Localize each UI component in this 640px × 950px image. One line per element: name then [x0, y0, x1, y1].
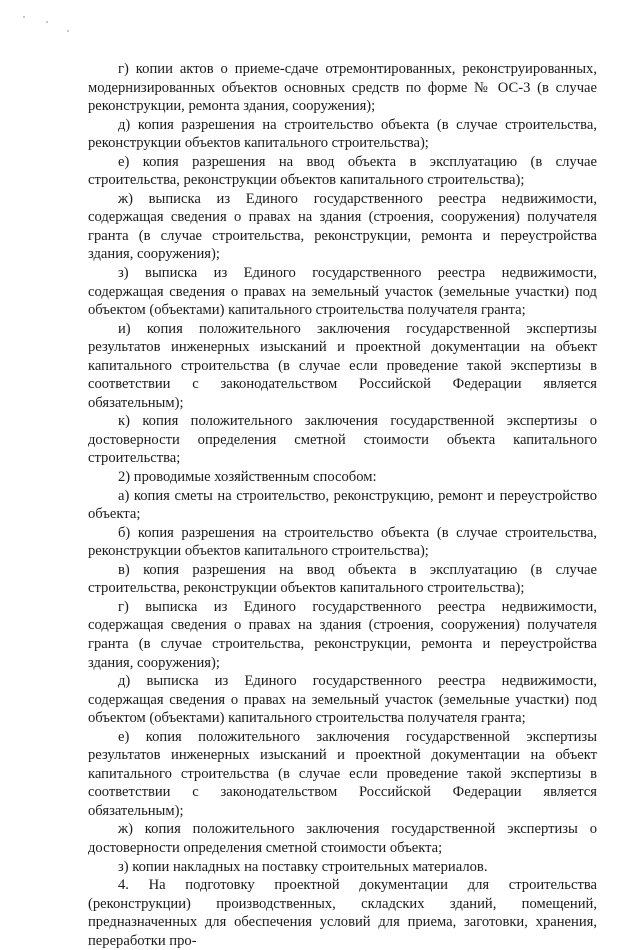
paragraph-item-zh-registry-buildings: ж) выписка из Единого государственного реестра недвижимости, содержащая сведения о правах на здания (строения, сооружения) получателя гранта (в случае строительства, реконструкции, ремонта и переустройства здания, сооружения); — [88, 190, 597, 263]
paragraph-item-e-expertise-results: е) копия положительного заключения государственной экспертизы результатов инженерных изысканий и проектной документации на объект капитального строительства (в случае если проведение такой экспертизы в соответствии с законодательством Российской Федерации является обязательным); — [88, 728, 597, 819]
paragraph-item-k-expertise-cost: к) копия положительного заключения государственной экспертизы о достоверности определения сметной стоимости объекта капитального строительства; — [88, 413, 597, 467]
scan-speck — [67, 30, 69, 32]
paragraph-item-e-commissioning-permit: е) копия разрешения на ввод объекта в эксплуатацию (в случае строительства, реконструкции объектов капитального строительства); — [88, 153, 597, 189]
paragraph-item-a-estimate: а) копия сметы на строительство, реконструкцию, ремонт и переустройство объекта; — [88, 487, 597, 523]
paragraph-item-v-commissioning-permit: в) копия разрешения на ввод объекта в эксплуатацию (в случае строительства, реконструкции объектов капитального строительства); — [88, 561, 597, 597]
paragraph-section-4-design: 4. На подготовку проектной документации для строительства (реконструкции) производственных, складских зданий, помещений, предназначенных для обеспечения условий для приема, заготовки, хранения, переработки про- — [88, 877, 597, 949]
scan-speck — [23, 16, 25, 18]
paragraph-item-g-acts: г) копии актов о приеме-сдаче отремонтированных, реконструированных, модернизированных объектов основных средств по форме № ОС-3 (в случае реконструкции, ремонта здания, сооружения); — [88, 61, 597, 115]
paragraph-item-z-invoices: з) копии накладных на поставку строительных материалов. — [118, 858, 488, 875]
paragraph-item-z-registry-land: з) выписка из Единого государственного реестра недвижимости, содержащая сведения о правах на земельный участок (земельные участки) под объектом (объектами) капитального строительства получателя гранта; — [88, 265, 597, 319]
paragraph-section-2-heading: 2) проводимые хозяйственным способом: — [118, 469, 377, 486]
paragraph-item-d-registry-land: д) выписка из Единого государственного реестра недвижимости, содержащая сведения о правах на земельный участок (земельные участки) под объектом (объектами) капитального строительства получателя гранта; — [88, 673, 597, 727]
paragraph-item-g-registry-buildings: г) выписка из Единого государственного реестра недвижимости, содержащая сведения о правах на здания (строения, сооружения) получателя гранта (в случае строительства, реконструкции, ремонта и переустройства здания, сооружения); — [88, 598, 597, 671]
paragraph-item-d-construction-permit: д) копия разрешения на строительство объекта (в случае строительства, реконструкции объектов капитального строительства); — [88, 116, 597, 152]
paragraph-item-b-construction-permit: б) копия разрешения на строительство объекта (в случае строительства, реконструкции объектов капитального строительства); — [88, 524, 597, 560]
paragraph-item-zh-expertise-cost: ж) копия положительного заключения государственной экспертизы о достоверности определения сметной стоимости объекта; — [88, 821, 597, 856]
paragraph-item-i-expertise-results: и) копия положительного заключения государственной экспертизы результатов инженерных изысканий и проектной документации на объект капитального строительства (в случае если проведение такой экспертизы в соответствии с законодательством Российской Федерации является обязательным); — [88, 320, 597, 411]
scan-speck — [46, 21, 48, 23]
document-body — [88, 60, 597, 950]
